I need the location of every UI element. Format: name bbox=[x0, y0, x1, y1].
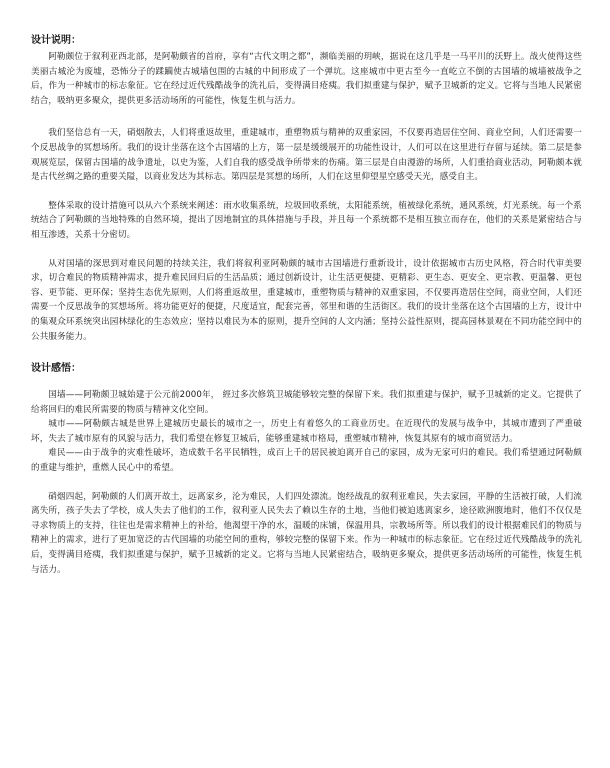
design-thoughts-paragraph-closing: 硝烟四起，阿勒颇的人们离开故土，远离家乡，沦为难民，人们四处漂流。饱经战乱的叙利亚难民，失去家园，平静的生活被打破，人们流离失所，孩子失去了学校，成人失去了他们的工作，叙利亚人民失去了赖以生存的土地，当他们被迫逃离家乡，途径欧洲腹地时，他们不仅仅是寻求物质上的支持，往往也是需求精神上的补给，他渴望干净的水，温暖的床铺，保温用具，宗教场所等。所以我们的设计根据难民们的物质与精神上的需求，进行了更加宽泛的古代国墙的功能空间的重构，够较完整的保留下来。作为一种城市的标志象征。它在经过近代残酷战争的洗礼后，变得满目疮痍，我们拟重建与保护，赋予卫城新的定义。它将与当地人民紧密结合，吸纳更多聚众，提供更多活动场所的可能性，恢复生机与活力。 bbox=[31, 491, 582, 575]
design-thoughts-paragraph-refugees: 难民——由于战争的灾难性破坏，造成数千名平民牺牲，成百上千的居民被迫离开自己的家园，成为无家可归的难民。我们希望通过阿勒颇的重建与维护，重燃人民心中的希望。 bbox=[31, 448, 582, 474]
design-description-paragraph-2: 我们坚信总有一天，硝烟散去，人们将重返故里，重建城市，重塑物质与精神的双重家园，不仅要再造居住空间、商业空间，人们还需要一个反思战争的冥想场所。我们的设计坐落在这个古国墙的上方，第一层是缓缓展开的功能性设计，人们可以在这里进行存留与延续。第二层是参观展览层，保留古国墙的战争遗址，以史为鉴，人们自我的感受战争所带来的伤痛。第三层是自由漫游的场所，人们重拾商业活动，阿勒颇本就是古代丝绸之路的重要关隘，以商业发达为其标志。第四层是冥想的场所，人们在这里仰望星空感受天光，感受自主。 bbox=[31, 128, 582, 183]
design-thoughts-paragraph-citadel: 国墙——阿勒颇卫城始建于公元前2000年， 經过多次修筑卫城能够较完整的保留下来。我们拟重建与保护，赋予卫城新的定义。它提供了给将回归的难民所需要的物质与精神文化空间。 bbox=[31, 390, 582, 415]
design-description-paragraph-3: 整体采取的设计措施可以从六个系统来阐述：雨水收集系统，垃圾回收系统，太阳能系统，植被绿化系统，通风系统，灯光系统。每一个系统结合了阿勒颇的当地特殊的自然环境，提出了因地制宜的具体措施与手段，并且每一个系统都不是相互独立而存在，他们的关系是紧密结合与相互渗透，关系十分密切。 bbox=[31, 200, 582, 240]
design-thoughts-heading: 设计感悟： bbox=[31, 363, 81, 375]
design-thoughts-paragraph-city: 城市——阿勒颇古城是世界上建城历史最长的城市之一，历史上有着悠久的工商业历史。在近现代的发展与战争中，其城市遭到了严重破坏，失去了城市原有的风貌与活力，我们希望在修复卫城后，能够重建城市格局，重塑城市精神，恢复其原有的城市商贸活力。 bbox=[31, 419, 582, 444]
design-description-paragraph-1: 阿勒颇位于叙利亚西北部，是阿勒颇省的首府，享有“古代文明之都”，濒临美丽的玥峡，据说在这几乎是一马平川的沃野上。战火使得这些美丽古城沦为废墟，恐怖分子的蹂躏使古城墙包围的古城的中间形成了一个弹坑。这座城市中更古至今一直屹立不倒的古国墙的城墙被战争之后，作为一种城市的标志象征。它在经过近代残酷战争的洗礼后，变得满目疮痍。我们拟重建与保护，赋予卫城新的定义。它将与当地人民紧密结合，吸纳更多聚众，提供更多活动场所的可能性，恢复生机与活力。 bbox=[31, 52, 582, 106]
design-description-paragraph-4: 从对国墙的深思到对难民问题的持续关注，我们将叙利亚阿勒颇的城市古国墙进行重新设计，设计依据城市古历史风格，符合时代审美要求，切合难民的物质精神需求，提升难民回归后的生活品质；通过创新设计，让生活更便捷、更精彩、更生态、更安全、更宗教、更温馨、更包容、更节能、更环保；坚持生态优先原则，人们将重返故里，重建城市，重塑物质与精神的双重家园，不仅要再造居住空间，商业空间，人们还需要一个反思战争的冥想场所。将功能更好的便捷，尺度适宜，配套完善，邻里和谐的生活街区。我们的设计坐落在这个古国墙的上方，设计中的集观众环系统突出园林绿化的生态效应；坚持以难民为本的原则，提升空间的人文内涵；坚持公益性原则，提高园林景观在不同功能空间中的公共服务能力。 bbox=[31, 258, 582, 342]
design-description-heading: 设计说明： bbox=[31, 35, 81, 46]
